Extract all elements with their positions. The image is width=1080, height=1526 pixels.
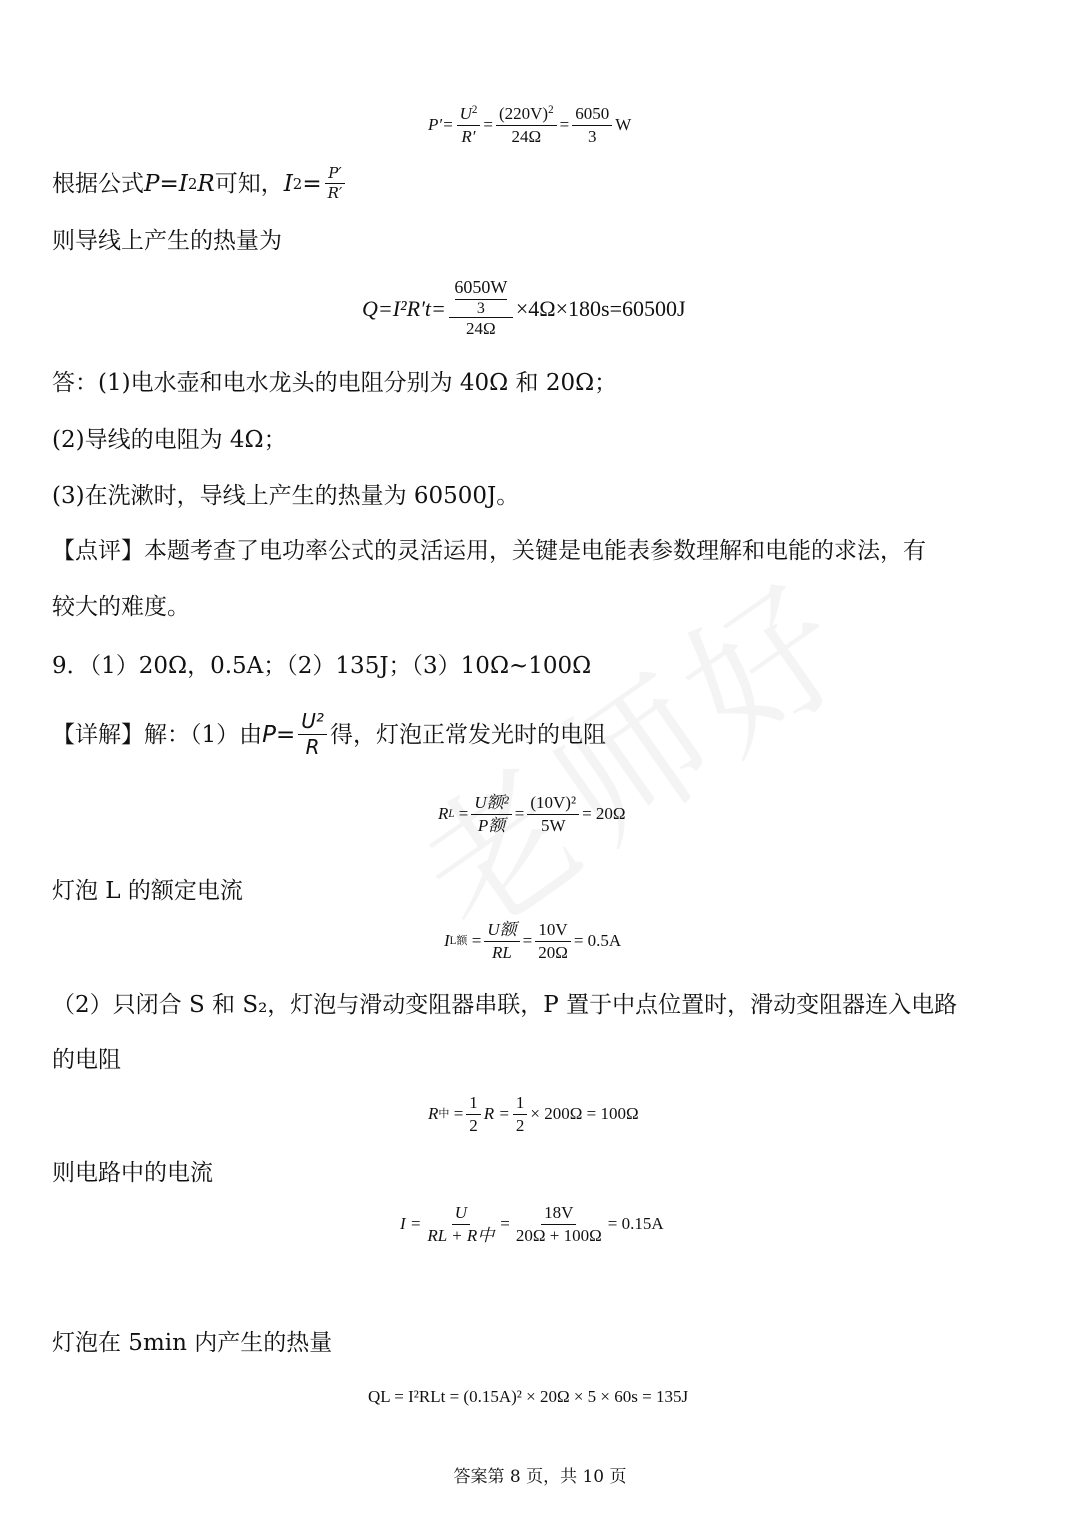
equation-rated-current: I L额 = $\frac{\text{U额}}{RL}$ = $\frac{10V}{20\Omega}$ = 0.5A (444, 920, 622, 962)
text-rated-current: 灯泡 L 的额定电流 (52, 878, 243, 904)
text-part-2-line-1: （2）只闭合 S 和 S₂，灯泡与滑动变阻器串联，P 置于中点位置时，滑动变阻器连入电路 (52, 992, 958, 1018)
answer-2: (2)导线的电阻为 4Ω； (52, 427, 287, 453)
detail-line: 【详解】解：（1）由 P = $\frac{\text{U²}}{R}$ 得，灯泡正常发光时的电阻 (52, 709, 606, 759)
equation-heat-wire: Q=I²R′t= 6050W 3 24Ω ×4Ω×180s=60500J (362, 277, 686, 340)
page-footer: 答案第 8 页，共 10 页 (453, 1467, 627, 1487)
equation-lamp-resistance: R L = $\frac{\text{U额²}}{\text{P额}}$ = $\frac{\text{(10V)²}}{5W}$ = 20Ω (438, 793, 626, 835)
formula-derivation-line: 根据公式 P = I 2 R 可知， I 2 = $\frac{P'}{R'}$ (52, 165, 348, 203)
comment-line-1: 【点评】本题考查了电功率公式的灵活运用，关键是电能表参数理解和电能的求法，有 (52, 538, 926, 564)
text-heat-intro: 则导线上产生的热量为 (52, 228, 282, 254)
equation-circuit-current: I = $\frac{U}{\text{RL + R中}}$ = $\frac{18V}{20\Omega + 100\Omega}$ = 0.15A (400, 1203, 664, 1245)
text-part-2-line-2: 的电阻 (52, 1047, 121, 1073)
text-lamp-heat: 灯泡在 5min 内产生的热量 (52, 1330, 333, 1356)
answer-3: (3)在洗漱时，导线上产生的热量为 60500J。 (52, 483, 520, 509)
equation-power-prime: P′= $\frac{U^2}{R'}$ = $\frac{(220V)^2}{24\Omega}$ = $\frac{6050}{3}$ W (428, 103, 632, 146)
text-circuit-current: 则电路中的电流 (52, 1160, 213, 1186)
comment-line-2: 较大的难度。 (52, 594, 190, 620)
question-9-answer: 9．（1）20Ω，0.5A；（2）135J；（3）10Ω~100Ω (52, 653, 592, 679)
equation-lamp-heat: QL = I²RLt = (0.15A)² × 20Ω × 5 × 60s = 135J (368, 1387, 689, 1406)
equation-mid-resistance: R 中 = $\frac{1}{2}$ R = $\frac{1}{2}$ × 200Ω = 100Ω (428, 1093, 639, 1135)
answer-1: 答：(1)电水壶和电水龙头的电阻分别为 40Ω 和 20Ω； (52, 370, 618, 396)
